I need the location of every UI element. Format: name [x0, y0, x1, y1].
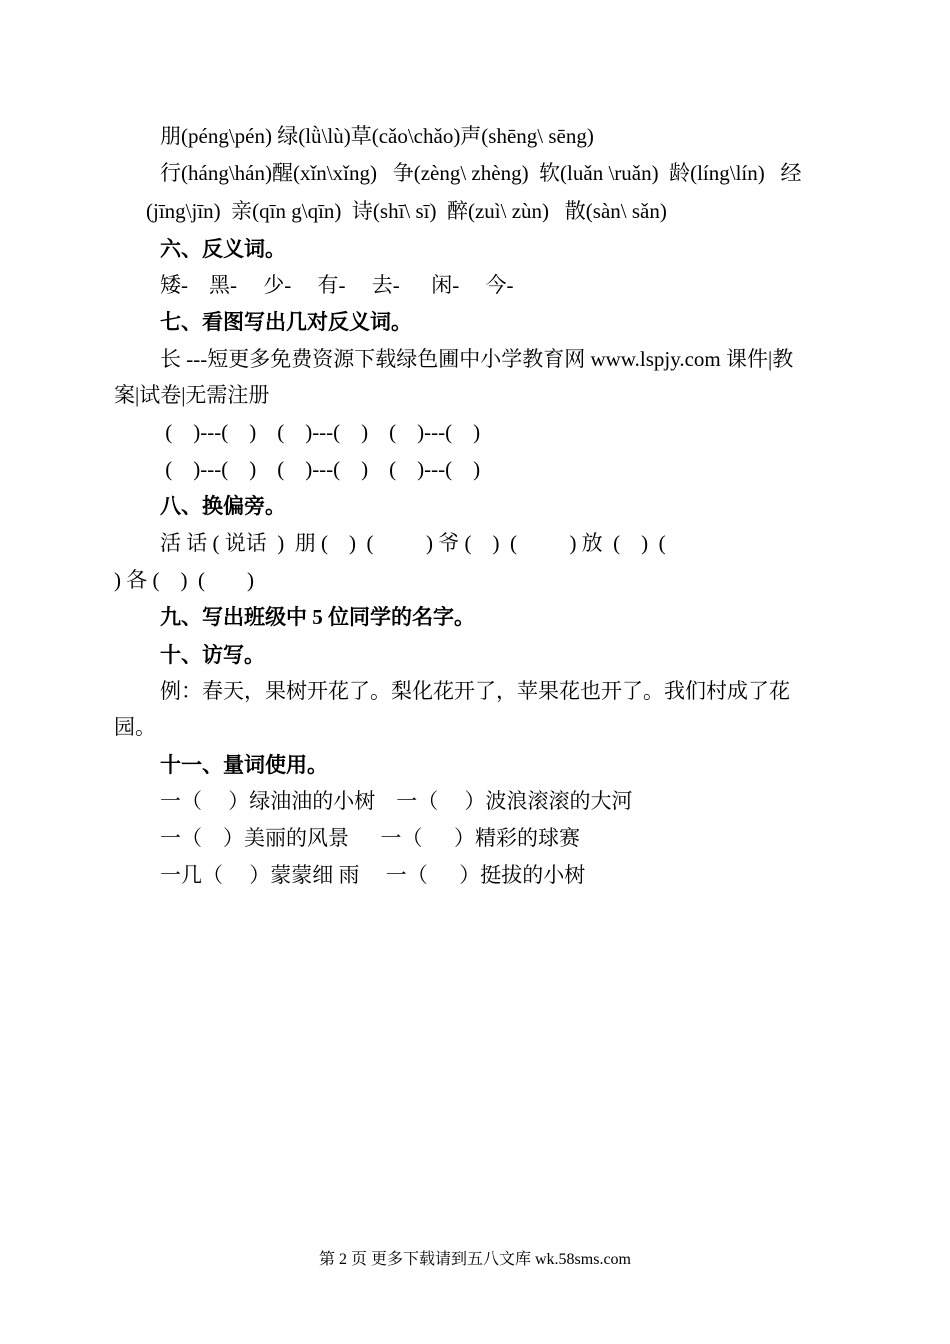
pinyin-line-1: 朋(péng\pén) 绿(lǜ\lù)草(cǎo\chǎo)声(shēng\ sēng): [160, 124, 594, 148]
section-10-heading: 十、访写。: [160, 643, 265, 667]
example-line-1: 例：春天，果树开花了。梨化花开了，苹果花也开了。我们村成了花: [160, 679, 790, 703]
measure-word-line-3: 一几（ ）蒙蒙细 雨 一（ ）挺拔的小树: [160, 863, 586, 887]
page-footer: 第 2 页 更多下载请到五八文库 wk.58sms.com: [318, 1251, 631, 1268]
section-7-line-2: 案|试卷|无需注册: [114, 383, 270, 407]
section-7-heading: 七、看图写出几对反义词。: [160, 310, 412, 334]
section-7-line-1: 长 ---短更多免费资源下载绿色圃中小学教育网 www.lspjy.com 课件|教: [160, 347, 794, 371]
pinyin-line-2: 行(háng\hán)醒(xǐn\xǐng) 争(zèng\ zhèng) 软(luǎn \ruǎn) 龄(líng\lín) 经: [160, 161, 802, 185]
blank-pairs-row-1: ( )---( ) ( )---( ) ( )---( ): [160, 420, 481, 444]
measure-word-line-1: 一（ ）绿油油的小树 一（ ）波浪滚滚的大河: [160, 789, 633, 813]
radical-line-2: ) 各 ( ) ( ): [114, 568, 254, 592]
blank-pairs-row-2: ( )---( ) ( )---( ) ( )---( ): [160, 457, 481, 481]
section-6-heading: 六、反义词。: [160, 237, 286, 261]
radical-line-1: 活 话 ( 说话 ) 朋 ( ) ( ) 爷 ( ) ( ) 放 ( ) (: [160, 531, 666, 555]
section-8-heading: 八、换偏旁。: [160, 494, 286, 518]
example-line-2: 园。: [114, 715, 156, 739]
measure-word-line-2: 一（ ）美丽的风景 一（ ）精彩的球赛: [160, 826, 580, 850]
section-9-heading: 九、写出班级中 5 位同学的名字。: [160, 605, 475, 629]
section-11-heading: 十一、量词使用。: [160, 753, 328, 777]
antonym-list: 矮- 黑- 少- 有- 去- 闲- 今-: [160, 273, 514, 297]
pinyin-line-3: (jīng\jīn) 亲(qīn g\qīn) 诗(shī\ sī) 醉(zuì\ zùn) 散(sàn\ sǎn): [146, 199, 667, 223]
